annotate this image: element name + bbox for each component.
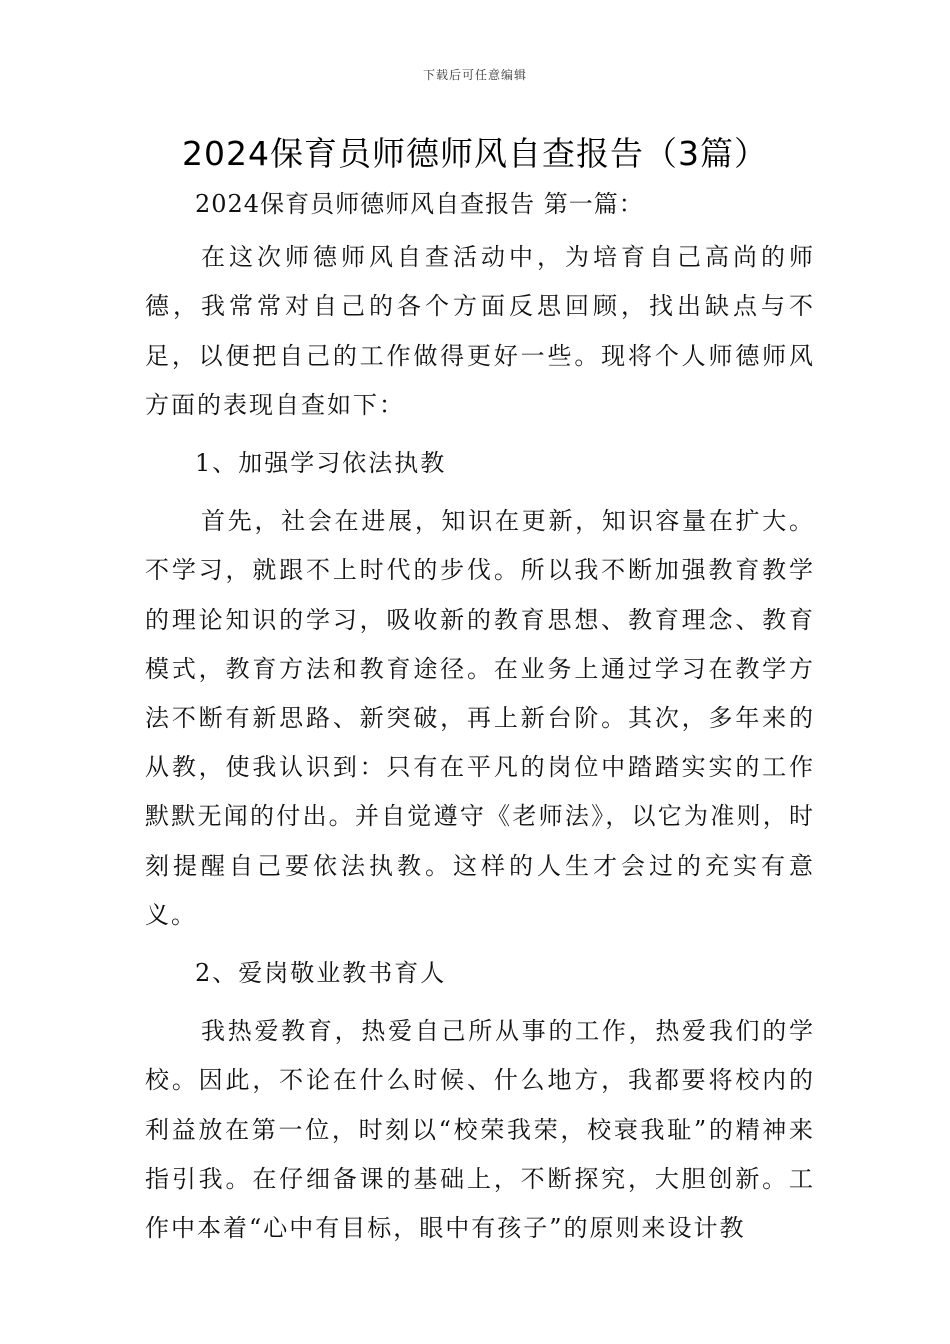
section-2-paragraph: 我热爱教育，热爱自己所从事的工作，热爱我们的学校。因此，不论在什么时候、什么地方，我都要将校内的利益放在第一位，时刻以“校荣我荣，校衰我耻”的精神来指引我。在仔细备课的基础上，不断探究，大胆创新。工作中本着“心中有目标，眼中有孩子”的原则来设计教 — [145, 1017, 815, 1243]
document-body — [145, 180, 815, 1253]
intro-paragraph: 在这次师德师风自查活动中，为培育自己高尚的师德，我常常对自己的各个方面反思回顾，找出缺点与不足，以便把自己的工作做得更好一些。现将个人师德师风方面的表现自查如下： — [145, 243, 815, 419]
header-note: 下载后可任意编辑 — [422, 68, 527, 82]
section-heading-1: 1、加强学习依法执教 — [195, 449, 447, 478]
document-title: 2024保育员师德师风自查报告（3篇） — [182, 134, 768, 173]
section-subtitle: 2024保育员师德师风自查报告 第一篇： — [195, 190, 644, 218]
section-1-paragraph: 首先，社会在进展，知识在更新，知识容量在扩大。不学习，就跟不上时代的步伐。所以我不断加强教育教学的理论知识的学习，吸收新的教育思想、教育理念、教育模式，教育方法和教育途径。在业务上通过学习在教学方法不断有新思路、新突破，再上新台阶。其次，多年来的从教，使我认识到：只有在平凡的岗位中踏踏实实的工作默默无闻的付出。并自觉遵守《老师法》，以它为准则，时刻提醒自己要依法执教。这样的人生才会过的充实有意义。 — [145, 507, 815, 929]
section-heading-2: 2、爱岗敬业教书育人 — [195, 959, 447, 988]
